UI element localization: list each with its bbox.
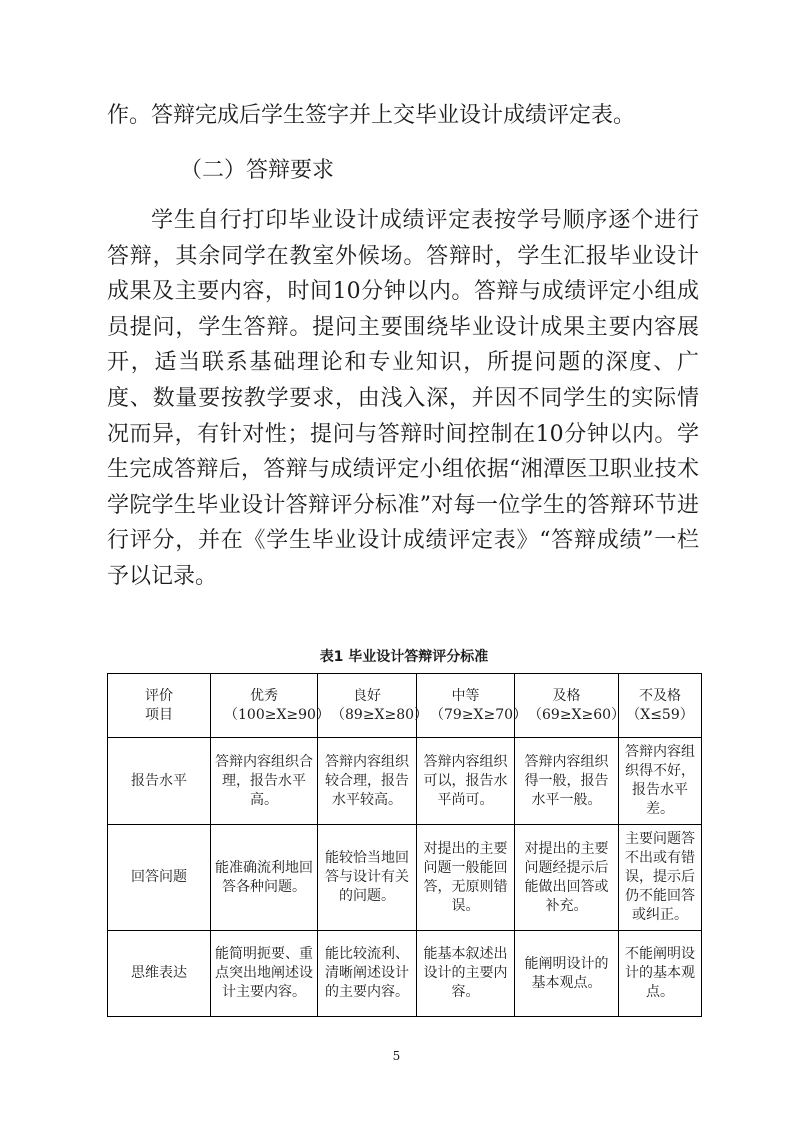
table-cell: 不能阐明设计的基本观点。 bbox=[619, 931, 702, 1017]
header-corner: 评价 项目 bbox=[108, 674, 211, 738]
table-header-row bbox=[108, 674, 702, 738]
header-grade bbox=[318, 674, 429, 738]
grade-range: （89≥X≥80） bbox=[331, 706, 429, 723]
table-row bbox=[108, 738, 702, 825]
table-cell: 答辩内容组织可以，报告水平尚可。 bbox=[417, 738, 515, 825]
paragraph-continuation: 作。答辩完成后学生签字并上交毕业设计成绩评定表。 bbox=[107, 103, 636, 128]
header-grade bbox=[515, 674, 626, 738]
header-grade bbox=[211, 674, 330, 738]
table-cell: 能比较流利、清晰阐述设计的主要内容。 bbox=[318, 931, 417, 1017]
grade-name: 良好 bbox=[353, 687, 381, 704]
criterion-label: 思维表达 bbox=[108, 931, 211, 1017]
grade-name: 优秀 bbox=[250, 687, 278, 704]
page-number: 5 bbox=[392, 1049, 401, 1063]
grade-range: （79≥X≥70） bbox=[430, 706, 528, 723]
paragraph-requirements: 学生自行打印毕业设计成绩评定表按学号顺序逐个进行答辩，其余同学在教室外候场。答辩时，学生汇报毕业设计成果及主要内容，时间10分钟以内。答辩与成绩评定小组成员提问，学生答辩。提问主要围绕毕业设计成果主要内容展开，适当联系基础理论和专业知识，所提问题的深度、广度、数量要按教学要求，由浅入深，并因不同学生的实际情况而异，有针对性；提问与答辩时间控制在10分钟以内。学生完成答辩后，答辩与成绩评定小组依据“湘潭医卫职业技术学院学生毕业设计答辩评分标准”对每一位学生的答辩环节进行评分，并在《学生毕业设计成绩评定表》“答辩成绩”一栏予以记录。 bbox=[107, 208, 699, 589]
grade-range: （X≤59） bbox=[626, 706, 694, 723]
criterion-label: 报告水平 bbox=[108, 738, 211, 825]
header-grade bbox=[417, 674, 528, 738]
header-grade bbox=[619, 674, 702, 738]
grade-range: （100≥X≥90） bbox=[224, 706, 330, 723]
table-cell: 答辩内容组织得不好，报告水平差。 bbox=[619, 738, 702, 825]
table-caption: 表1 毕业设计答辩评分标准 bbox=[319, 649, 489, 665]
section-heading: （二）答辩要求 bbox=[180, 158, 335, 183]
table-row bbox=[108, 931, 702, 1017]
table-cell: 答辩内容组织得一般，报告水平一般。 bbox=[515, 738, 619, 825]
grading-table bbox=[107, 673, 702, 1017]
grade-name: 中等 bbox=[451, 687, 480, 704]
grade-name: 及格 bbox=[552, 687, 581, 704]
table-cell: 能阐明设计的基本观点。 bbox=[515, 931, 619, 1017]
table-cell: 答辩内容组织较合理，报告水平较高。 bbox=[318, 738, 417, 825]
table-row bbox=[108, 825, 702, 931]
table-cell: 能简明扼要、重点突出地阐述设计主要内容。 bbox=[211, 931, 318, 1017]
table-cell: 主要问题答不出或有错误，提示后仍不能回答或纠正。 bbox=[619, 825, 702, 931]
table-cell: 能基本叙述出设计的主要内容。 bbox=[417, 931, 515, 1017]
table-cell: 能较恰当地回答与设计有关的问题。 bbox=[318, 825, 417, 931]
grade-name: 不及格 bbox=[639, 687, 681, 704]
criterion-label: 回答问题 bbox=[108, 825, 211, 931]
grade-range: （69≥X≥60） bbox=[528, 706, 626, 723]
table-cell: 答辩内容组织合理，报告水平高。 bbox=[211, 738, 318, 825]
table-cell: 对提出的主要问题经提示后能做出回答或补充。 bbox=[515, 825, 619, 931]
table-cell: 能准确流利地回答各种问题。 bbox=[211, 825, 318, 931]
table-cell: 对提出的主要问题一般能回答，无原则错误。 bbox=[417, 825, 515, 931]
